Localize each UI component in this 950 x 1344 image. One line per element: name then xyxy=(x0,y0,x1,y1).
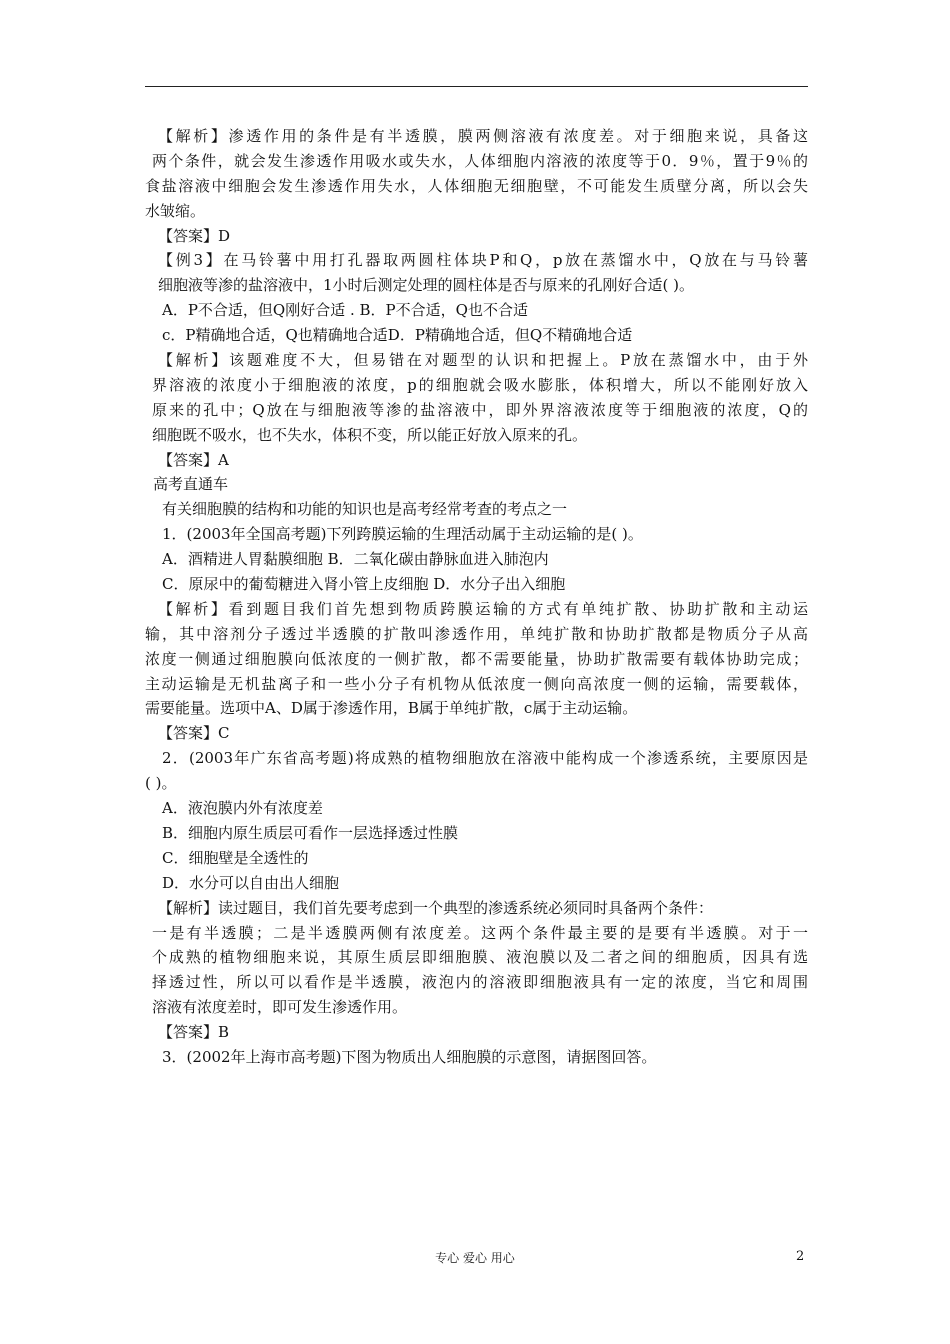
text-line: 水皱缩。 xyxy=(145,201,206,220)
text-line: 界溶液的浓度小于细胞液的浓度，p的细胞就会吸水膨胀，体积增大，所以不能刚好放入 xyxy=(152,375,808,394)
header-rule xyxy=(145,86,808,87)
text-line: 高考直通车 xyxy=(153,475,229,494)
text-line: 择透过性，所以可以看作是半透膜，液泡内的溶液即细胞液具有一定的浓度，当它和周围 xyxy=(152,973,808,992)
text-line: C．细胞壁是全透性的 xyxy=(162,848,309,867)
text-line: 【解析】读过题目，我们首先要考虑到一个典型的渗透系统必须同时具备两个条件： xyxy=(158,898,714,917)
text-line: 【解析】该题难度不大，但易错在对题型的认识和把握上。P放在蒸馏水中，由于外 xyxy=(158,351,808,370)
text-line: 【解析】渗透作用的条件是有半透膜，膜两侧溶液有浓度差。对于细胞来说，具备这 xyxy=(158,127,808,145)
text-line: 【答案】C xyxy=(158,724,230,743)
text-line: 浓度一侧通过细胞膜向低浓度的一侧扩散，都不需要能量，协助扩散需要有载体协助完成； xyxy=(145,649,808,668)
text-line: 个成熟的植物细胞来说，其原生质层即细胞膜、液泡膜以及二者之间的细胞质，因具有选 xyxy=(152,948,808,967)
text-line: D．水分可以自由出人细胞 xyxy=(162,873,340,892)
footer-motto: 专心 爱心 用心 xyxy=(435,1251,515,1265)
text-line: 2．(2003年广东省高考题)将成熟的植物细胞放在溶液中能构成一个渗透系统，主要原因是 xyxy=(162,749,808,768)
text-line: B．细胞内原生质层可看作一层选择透过性膜 xyxy=(162,823,459,842)
text-line: 原来的孔中；Q放在与细胞液等渗的盐溶液中，即外界溶液浓度等于细胞液的浓度，Q的 xyxy=(152,400,808,419)
text-line: 输，其中溶剂分子透过半透膜的扩散叫渗透作用，单纯扩散和协助扩散都是物质分子从高 xyxy=(145,624,808,643)
text-line: 【答案】D xyxy=(158,226,231,245)
text-line: 1．(2003年全国高考题)下列跨膜运输的生理活动属于主动运输的是( )。 xyxy=(162,525,643,544)
text-line: 需要能量。选项中A、D属于渗透作用，B属于单纯扩散，c属于主动运输。 xyxy=(145,699,638,718)
text-line: 【例3】在马铃薯中用打孔器取两圆柱体块P和Q，p放在蒸馏水中，Q放在与马铃薯 xyxy=(158,251,808,270)
document-body xyxy=(145,124,808,1070)
text-line: 食盐溶液中细胞会发生渗透作用失水，人体细胞无细胞壁，不可能发生质壁分离，所以会失 xyxy=(145,176,808,195)
text-line: 两个条件，就会发生渗透作用吸水或失水，人体细胞内溶液的浓度等于0．9％，置于9％的 xyxy=(152,151,808,170)
text-line: 细胞既不吸水，也不失水，体积不变，所以能正好放入原来的孔。 xyxy=(152,425,588,444)
text-line: A．液泡膜内外有浓度差 xyxy=(162,799,323,818)
text-line: 溶液有浓度差时，即可发生渗透作用。 xyxy=(152,998,408,1017)
text-line: C．原尿中的葡萄糖进入肾小管上皮细胞 D．水分子出入细胞 xyxy=(162,575,566,594)
text-line: 3．(2002年上海市高考题)下图为物质出人细胞膜的示意图，请据图回答。 xyxy=(162,1047,657,1066)
page-footer xyxy=(0,1249,950,1269)
text-line: 主动运输是无机盐离子和一些小分子有机物从低浓度一侧向高浓度一侧的运输，需要载体， xyxy=(145,674,808,693)
text-line: 一是有半透膜；二是半透膜两侧有浓度差。这两个条件最主要的是要有半透膜。对于一 xyxy=(152,923,808,942)
text-line: 有关细胞膜的结构和功能的知识也是高考经常考查的考点之一 xyxy=(162,500,568,519)
text-line: 细胞液等渗的盐溶液中，1小时后测定处理的圆柱体是否与原来的孔刚好合适( )。 xyxy=(158,276,695,295)
text-line: 【答案】A xyxy=(158,450,229,469)
page-number: 2 xyxy=(796,1249,805,1264)
text-line: 【解析】看到题目我们首先想到物质跨膜运输的方式有单纯扩散、协助扩散和主动运 xyxy=(158,599,808,618)
text-line: A．P不合适，但Q刚好合适 . B．P不合适，Q也不合适 xyxy=(162,301,528,320)
text-line: 【答案】B xyxy=(158,1023,230,1042)
text-line: c．P精确地合适，Q也精确地合适D．P精确地合适，但Q不精确地合适 xyxy=(162,326,633,345)
text-line: ( )。 xyxy=(145,774,177,793)
text-line: A．酒精进人胃黏膜细胞 B．二氧化碳由静脉血进入肺泡内 xyxy=(162,550,549,569)
